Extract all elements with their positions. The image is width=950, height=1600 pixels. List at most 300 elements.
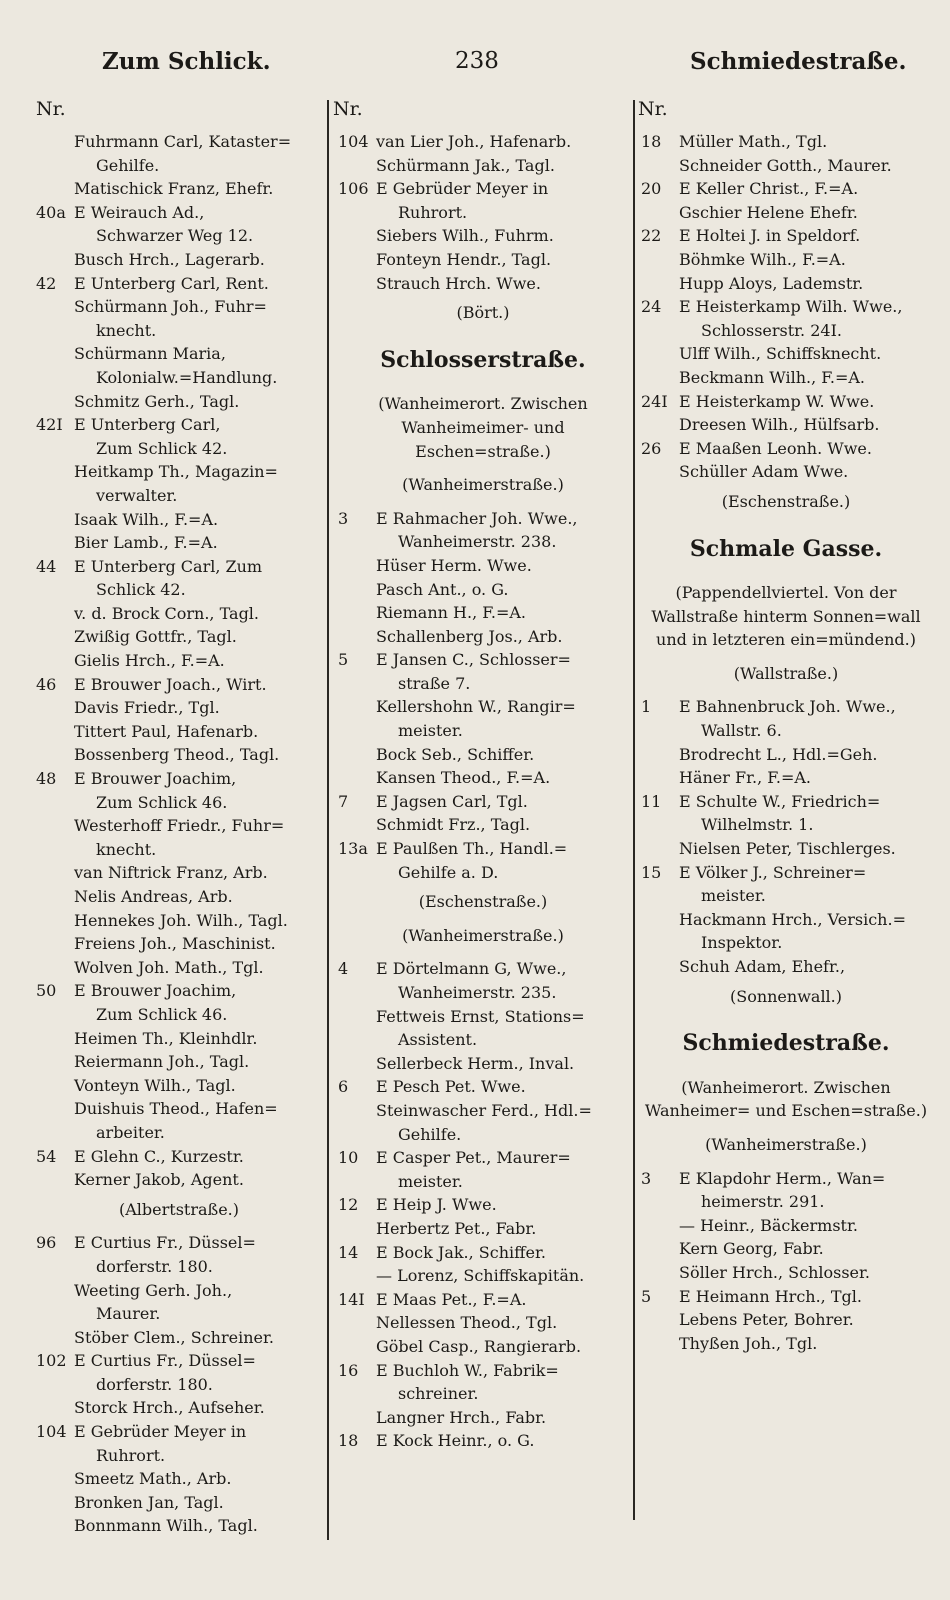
house-number bbox=[338, 601, 376, 625]
entry-text: Schürmann Joh., Fuhr= bbox=[74, 297, 267, 317]
house-number bbox=[338, 981, 376, 1005]
directory-entry bbox=[641, 790, 931, 837]
directory-entry bbox=[36, 1467, 322, 1491]
house-number bbox=[338, 1311, 376, 1335]
entry-text: Lebens Peter, Bohrer. bbox=[679, 1310, 854, 1330]
directory-entry bbox=[338, 1193, 628, 1217]
entry-text: Westerhoff Friedr., Fuhr= bbox=[74, 816, 285, 836]
entry-text: Schmidt Frz., Tagl. bbox=[376, 815, 531, 835]
house-number bbox=[36, 1467, 74, 1491]
directory-entry bbox=[641, 743, 931, 767]
directory-entry bbox=[36, 602, 322, 626]
column-1 bbox=[36, 130, 322, 1538]
house-number bbox=[641, 931, 679, 955]
directory-entry bbox=[36, 1168, 322, 1192]
street-note: (Eschenstraße.) bbox=[721, 491, 851, 511]
directory-entry bbox=[641, 1237, 931, 1261]
house-number bbox=[641, 460, 679, 484]
entry-text: E Unterberg Carl, bbox=[74, 415, 221, 435]
directory-entry bbox=[338, 957, 628, 1004]
entry-text: Zwißig Gottfr., Tagl. bbox=[74, 627, 237, 647]
entry-text: Thyßen Joh., Tgl. bbox=[679, 1333, 818, 1353]
directory-entry bbox=[36, 885, 322, 909]
house-number: 18 bbox=[641, 132, 662, 151]
entry-text: Inspektor. bbox=[701, 933, 783, 953]
directory-entry bbox=[641, 908, 931, 955]
house-number: 22 bbox=[641, 226, 662, 246]
house-number bbox=[36, 625, 74, 649]
directory-entry bbox=[641, 1214, 931, 1238]
street-note: (Wanheimerstraße.) bbox=[402, 925, 564, 945]
directory-entry bbox=[338, 625, 628, 649]
house-number: 13a bbox=[338, 839, 368, 859]
directory-entry bbox=[36, 555, 322, 602]
house-number bbox=[36, 696, 74, 720]
house-number bbox=[36, 1514, 74, 1538]
directory-entry bbox=[641, 154, 931, 178]
house-number bbox=[36, 791, 74, 815]
house-number: 24I bbox=[641, 391, 668, 411]
directory-entry bbox=[36, 1050, 322, 1074]
entry-text: van Niftrick Franz, Arb. bbox=[74, 863, 268, 883]
directory-entry bbox=[338, 601, 628, 625]
house-number: 7 bbox=[338, 791, 349, 811]
house-number bbox=[36, 956, 74, 980]
directory-entry bbox=[338, 177, 628, 224]
directory-entry bbox=[36, 177, 322, 201]
entry-text: schreiner. bbox=[398, 1384, 479, 1404]
directory-entry bbox=[338, 1052, 628, 1076]
directory-entry bbox=[36, 673, 322, 697]
directory-entry bbox=[36, 979, 322, 1026]
house-number bbox=[338, 248, 376, 272]
house-number bbox=[36, 909, 74, 933]
directory-entry bbox=[36, 909, 322, 933]
entry-text: Fuhrmann Carl, Kataster= bbox=[74, 132, 292, 151]
directory-entry bbox=[36, 1420, 322, 1467]
entry-text: Wolven Joh. Math., Tgl. bbox=[74, 957, 264, 977]
house-number bbox=[641, 1237, 679, 1261]
entry-text: Gielis Hrch., F.=A. bbox=[74, 651, 225, 671]
house-number: 54 bbox=[36, 1146, 57, 1166]
street-note: (Bört.) bbox=[456, 303, 510, 323]
directory-entry bbox=[338, 224, 628, 248]
house-number bbox=[338, 1123, 376, 1147]
directory-entry bbox=[36, 342, 322, 389]
house-number: 40a bbox=[36, 202, 66, 222]
header-right-title: Schmiedestraße. bbox=[690, 48, 907, 75]
directory-entry bbox=[338, 837, 628, 884]
entry-text: E Jansen C., Schlosser= bbox=[376, 650, 571, 670]
entry-text: E Klapdohr Herm., Wan= bbox=[679, 1168, 886, 1188]
entry-text: Dreesen Wilh., Hülfsarb. bbox=[679, 415, 880, 435]
entry-text: Brodrecht L., Hdl.=Geh. bbox=[679, 744, 878, 764]
directory-entry bbox=[36, 649, 322, 673]
house-number bbox=[338, 1406, 376, 1430]
directory-entry bbox=[338, 507, 628, 554]
directory-entry bbox=[641, 272, 931, 296]
house-number bbox=[338, 1217, 376, 1241]
house-number bbox=[641, 413, 679, 437]
page-number: 238 bbox=[455, 48, 499, 74]
directory-entry bbox=[641, 1261, 931, 1285]
directory-entry bbox=[338, 248, 628, 272]
entry-text: van Lier Joh., Hafenarb. bbox=[376, 132, 572, 151]
entry-text: E Jagsen Carl, Tgl. bbox=[376, 791, 528, 811]
entry-text: Bock Seb., Schiffer. bbox=[376, 744, 535, 764]
entry-text: Kansen Theod., F.=A. bbox=[376, 768, 551, 788]
entry-text: Isaak Wilh., F.=A. bbox=[74, 509, 219, 529]
entry-text: Bonnmann Wilh., Tagl. bbox=[74, 1516, 258, 1536]
house-number: 96 bbox=[36, 1233, 57, 1253]
house-number bbox=[36, 1074, 74, 1098]
entry-text: E Casper Pet., Maurer= bbox=[376, 1148, 571, 1168]
directory-entry bbox=[36, 1349, 322, 1396]
entry-text: Strauch Hrch. Wwe. bbox=[376, 273, 541, 293]
house-number bbox=[641, 366, 679, 390]
house-number bbox=[641, 1214, 679, 1238]
directory-entry bbox=[36, 625, 322, 649]
entry-text: Freiens Joh., Maschinist. bbox=[74, 934, 276, 954]
house-number: 26 bbox=[641, 438, 662, 458]
house-number bbox=[338, 1099, 376, 1123]
entry-text: Schüller Adam Wwe. bbox=[679, 462, 849, 482]
house-number: 18 bbox=[338, 1431, 359, 1451]
directory-entry bbox=[36, 1279, 322, 1326]
entry-text: Herbertz Pet., Fabr. bbox=[376, 1218, 537, 1238]
nr-label-col1: Nr. bbox=[36, 98, 66, 120]
house-number bbox=[338, 672, 376, 696]
entry-text: Kerner Jakob, Agent. bbox=[74, 1170, 244, 1190]
directory-entry bbox=[338, 766, 628, 790]
house-number bbox=[338, 1170, 376, 1194]
entry-text: Gschier Helene Ehefr. bbox=[679, 202, 858, 222]
entry-text: Gehilfe. bbox=[398, 1124, 462, 1144]
entry-text: — Heinr., Bäckermstr. bbox=[679, 1215, 858, 1235]
entry-text: E Curtius Fr., Düssel= bbox=[74, 1233, 256, 1253]
house-number bbox=[36, 366, 74, 390]
entry-text: E Pesch Pet. Wwe. bbox=[376, 1077, 526, 1097]
entry-text: Schürmann Maria, bbox=[74, 344, 226, 364]
house-number bbox=[641, 719, 679, 743]
house-number: 46 bbox=[36, 674, 57, 694]
entry-text: Gehilfe a. D. bbox=[398, 862, 499, 882]
street-heading: Schlosserstraße. bbox=[380, 346, 586, 373]
house-number bbox=[338, 530, 376, 554]
directory-entry bbox=[36, 1074, 322, 1098]
directory-entry bbox=[36, 1145, 322, 1169]
house-number bbox=[36, 342, 74, 366]
house-number: 11 bbox=[641, 791, 662, 811]
entry-text: E Maaßen Leonh. Wwe. bbox=[679, 438, 872, 458]
column-divider bbox=[327, 100, 329, 1540]
house-number: 1 bbox=[641, 697, 652, 717]
house-number: 6 bbox=[338, 1077, 349, 1097]
column-2 bbox=[338, 130, 628, 1453]
house-number bbox=[641, 342, 679, 366]
directory-entry bbox=[338, 813, 628, 837]
directory-entry bbox=[36, 767, 322, 814]
entry-text: Hackmann Hrch., Versich.= bbox=[679, 909, 906, 929]
house-number bbox=[36, 1050, 74, 1074]
entry-text: Maurer. bbox=[96, 1304, 161, 1324]
entry-text: Davis Friedr., Tgl. bbox=[74, 698, 220, 718]
nr-label-col3: Nr. bbox=[638, 98, 668, 120]
house-number: 24 bbox=[641, 297, 662, 317]
house-number bbox=[36, 1279, 74, 1303]
entry-text: straße 7. bbox=[398, 673, 471, 693]
directory-entry bbox=[338, 1406, 628, 1430]
directory-entry bbox=[641, 413, 931, 437]
entry-text: E Weirauch Ad., bbox=[74, 202, 205, 222]
entry-text: dorferstr. 180. bbox=[96, 1256, 213, 1276]
directory-entry bbox=[338, 554, 628, 578]
street-note: (Sonnenwall.) bbox=[729, 986, 842, 1006]
entry-text: E Kock Heinr., o. G. bbox=[376, 1431, 535, 1451]
entry-text: Wanheimerstr. 235. bbox=[398, 983, 557, 1002]
street-note: (Wanheimerstraße.) bbox=[402, 475, 564, 495]
house-number: 5 bbox=[641, 1286, 652, 1306]
directory-entry bbox=[338, 1311, 628, 1335]
directory-entry bbox=[36, 1097, 322, 1144]
house-number bbox=[641, 154, 679, 178]
directory-entry bbox=[338, 272, 628, 296]
entry-text: Ruhrort. bbox=[398, 202, 468, 222]
entry-text: Heitkamp Th., Magazin= bbox=[74, 462, 278, 482]
entry-text: Bossenberg Theod., Tagl. bbox=[74, 745, 280, 765]
house-number bbox=[36, 1326, 74, 1350]
entry-text: Kolonialw.=Handlung. bbox=[96, 367, 278, 387]
entry-text: Gehilfe. bbox=[96, 155, 160, 175]
directory-entry bbox=[641, 861, 931, 908]
house-number: 15 bbox=[641, 862, 662, 882]
entry-text: E Rahmacher Joh. Wwe., bbox=[376, 508, 578, 528]
house-number bbox=[36, 154, 74, 178]
entry-text: Hüser Herm. Wwe. bbox=[376, 555, 532, 575]
entry-text: meister. bbox=[701, 886, 766, 906]
street-note: (Pappendellviertel. Von der Wallstraße hinterm Sonnen=wall und in letzteren ein=mündend.) bbox=[651, 583, 921, 650]
entry-text: Schwarzer Weg 12. bbox=[96, 226, 254, 246]
entry-text: meister. bbox=[398, 721, 463, 741]
entry-text: E Gebrüder Meyer in bbox=[74, 1422, 247, 1442]
entry-text: E Maas Pet., F.=A. bbox=[376, 1289, 527, 1309]
entry-text: Heimen Th., Kleinhdlr. bbox=[74, 1028, 258, 1048]
directory-entry bbox=[36, 130, 322, 177]
house-number bbox=[641, 1332, 679, 1356]
directory-entry bbox=[338, 1288, 628, 1312]
directory-entry bbox=[641, 1332, 931, 1356]
entry-text: E Brouwer Joach., Wirt. bbox=[74, 674, 267, 694]
house-number: 3 bbox=[338, 508, 349, 528]
house-number bbox=[36, 1255, 74, 1279]
directory-entry bbox=[36, 248, 322, 272]
directory-entry bbox=[36, 1231, 322, 1278]
entry-text: Zum Schlick 42. bbox=[96, 438, 228, 458]
entry-text: E Heip J. Wwe. bbox=[376, 1195, 497, 1215]
directory-entry bbox=[641, 201, 931, 225]
entry-text: E Paulßen Th., Handl.= bbox=[376, 839, 568, 859]
directory-entry bbox=[36, 932, 322, 956]
entry-text: knecht. bbox=[96, 839, 157, 859]
entry-text: Hupp Aloys, Lademstr. bbox=[679, 273, 864, 293]
entry-text: Hennekes Joh. Wilh., Tagl. bbox=[74, 910, 288, 930]
house-number bbox=[338, 1005, 376, 1029]
entry-text: Sellerbeck Herm., Inval. bbox=[376, 1053, 575, 1073]
house-number bbox=[36, 578, 74, 602]
directory-entry bbox=[338, 1099, 628, 1146]
house-number bbox=[338, 224, 376, 248]
directory-entry bbox=[641, 366, 931, 390]
street-heading: Schmiedestraße. bbox=[682, 1030, 890, 1057]
entry-text: E Völker J., Schreiner= bbox=[679, 862, 867, 882]
entry-text: E Dörtelmann G, Wwe., bbox=[376, 959, 567, 979]
entry-text: Schürmann Jak., Tagl. bbox=[376, 155, 555, 175]
entry-text: E Glehn C., Kurzestr. bbox=[74, 1146, 244, 1166]
house-number bbox=[338, 813, 376, 837]
entry-text: v. d. Brock Corn., Tagl. bbox=[74, 603, 260, 623]
column-3 bbox=[641, 130, 931, 1355]
directory-entry bbox=[36, 1491, 322, 1515]
directory-entry bbox=[641, 342, 931, 366]
house-number bbox=[36, 508, 74, 532]
house-number bbox=[641, 743, 679, 767]
house-number: 14I bbox=[338, 1289, 365, 1309]
house-number bbox=[338, 1264, 376, 1288]
directory-entry bbox=[641, 695, 931, 742]
entry-text: Reiermann Joh., Tagl. bbox=[74, 1052, 250, 1072]
directory-entry bbox=[338, 790, 628, 814]
entry-text: Schallenberg Jos., Arb. bbox=[376, 626, 563, 646]
house-number bbox=[36, 1302, 74, 1326]
directory-entry bbox=[338, 1241, 628, 1265]
directory-entry bbox=[36, 460, 322, 507]
entry-text: Göbel Casp., Rangierarb. bbox=[376, 1336, 582, 1356]
street-note: (Wallstraße.) bbox=[733, 663, 839, 683]
house-number bbox=[338, 1028, 376, 1052]
street-note: (Wanheimerort. Zwischen Wanheimeimer- und Eschen=straße.) bbox=[378, 394, 588, 461]
directory-entry bbox=[36, 696, 322, 720]
directory-entry bbox=[338, 130, 628, 154]
entry-text: E Heisterkamp Wilh. Wwe., bbox=[679, 297, 903, 317]
house-number bbox=[641, 908, 679, 932]
house-number bbox=[36, 885, 74, 909]
house-number bbox=[641, 884, 679, 908]
entry-text: Schlick 42. bbox=[96, 580, 186, 600]
entry-text: Nelis Andreas, Arb. bbox=[74, 887, 233, 906]
entry-text: Fettweis Ernst, Stations= bbox=[376, 1006, 585, 1026]
directory-entry bbox=[338, 648, 628, 695]
entry-text: Müller Math., Tgl. bbox=[679, 132, 828, 151]
house-number bbox=[36, 390, 74, 414]
house-number bbox=[36, 224, 74, 248]
house-number bbox=[36, 1396, 74, 1420]
house-number bbox=[36, 130, 74, 154]
entry-text: Fonteyn Hendr., Tagl. bbox=[376, 249, 552, 269]
house-number bbox=[36, 1097, 74, 1121]
entry-text: Wilhelmstr. 1. bbox=[701, 815, 814, 835]
directory-entry bbox=[641, 1308, 931, 1332]
house-number bbox=[36, 484, 74, 508]
entry-text: Bronken Jan, Tagl. bbox=[74, 1492, 224, 1512]
house-number bbox=[338, 766, 376, 790]
entry-text: Ruhrort. bbox=[96, 1445, 166, 1465]
entry-text: Zum Schlick 46. bbox=[96, 1004, 228, 1024]
directory-entry bbox=[36, 956, 322, 980]
entry-text: Weeting Gerh. Joh., bbox=[74, 1280, 233, 1300]
house-number bbox=[641, 955, 679, 979]
house-number: 42I bbox=[36, 415, 63, 435]
house-number bbox=[36, 295, 74, 319]
directory-entry bbox=[36, 272, 322, 296]
house-number: 104 bbox=[36, 1422, 67, 1442]
house-number: 20 bbox=[641, 179, 662, 199]
entry-text: Duishuis Theod., Hafen= bbox=[74, 1099, 278, 1119]
directory-entry bbox=[641, 248, 931, 272]
entry-text: Beckmann Wilh., F.=A. bbox=[679, 367, 865, 387]
directory-entry bbox=[641, 1285, 931, 1309]
directory-entry bbox=[641, 177, 931, 201]
house-number bbox=[36, 460, 74, 484]
house-number bbox=[338, 272, 376, 296]
directory-entry bbox=[641, 437, 931, 461]
house-number bbox=[338, 1382, 376, 1406]
entry-text: Assistent. bbox=[398, 1030, 478, 1050]
directory-entry bbox=[36, 390, 322, 414]
directory-entry bbox=[338, 743, 628, 767]
entry-text: dorferstr. 180. bbox=[96, 1374, 213, 1394]
directory-entry bbox=[641, 390, 931, 414]
entry-text: E Unterberg Carl, Zum bbox=[74, 556, 263, 576]
entry-text: E Schulte W., Friedrich= bbox=[679, 791, 881, 811]
house-number: 106 bbox=[338, 179, 369, 199]
entry-text: E Bahnenbruck Joh. Wwe., bbox=[679, 697, 896, 717]
directory-entry bbox=[641, 224, 931, 248]
house-number bbox=[338, 554, 376, 578]
entry-text: Kern Georg, Fabr. bbox=[679, 1239, 824, 1259]
header-left-title: Zum Schlick. bbox=[102, 48, 271, 75]
house-number: 50 bbox=[36, 981, 57, 1001]
entry-text: Kellershohn W., Rangir= bbox=[376, 697, 576, 717]
entry-text: — Lorenz, Schiffskapitän. bbox=[376, 1266, 585, 1286]
house-number bbox=[338, 625, 376, 649]
directory-entry bbox=[338, 1429, 628, 1453]
street-note: (Wanheimerort. Zwischen Wanheimer= und Eschen=straße.) bbox=[644, 1077, 928, 1121]
entry-text: Wanheimerstr. 238. bbox=[398, 532, 557, 552]
entry-text: E Heisterkamp W. Wwe. bbox=[679, 391, 875, 411]
entry-text: Bier Lamb., F.=A. bbox=[74, 533, 218, 553]
house-number bbox=[36, 437, 74, 461]
house-number bbox=[641, 1190, 679, 1214]
column-divider bbox=[633, 100, 635, 1520]
directory-entry bbox=[338, 1335, 628, 1359]
house-number bbox=[36, 743, 74, 767]
entry-text: meister. bbox=[398, 1171, 463, 1191]
house-number bbox=[36, 602, 74, 626]
entry-text: E Brouwer Joachim, bbox=[74, 769, 237, 789]
directory-entry bbox=[36, 201, 322, 248]
house-number bbox=[36, 248, 74, 272]
entry-text: Häner Fr., F.=A. bbox=[679, 768, 811, 788]
entry-text: E Holtei J. in Speldorf. bbox=[679, 226, 861, 246]
house-number bbox=[36, 720, 74, 744]
directory-entry bbox=[338, 154, 628, 178]
entry-text: E Curtius Fr., Düssel= bbox=[74, 1351, 256, 1371]
house-number: 12 bbox=[338, 1195, 359, 1215]
house-number bbox=[338, 695, 376, 719]
directory-entry bbox=[36, 1514, 322, 1538]
nr-label-col2: Nr. bbox=[333, 98, 363, 120]
house-number bbox=[36, 177, 74, 201]
